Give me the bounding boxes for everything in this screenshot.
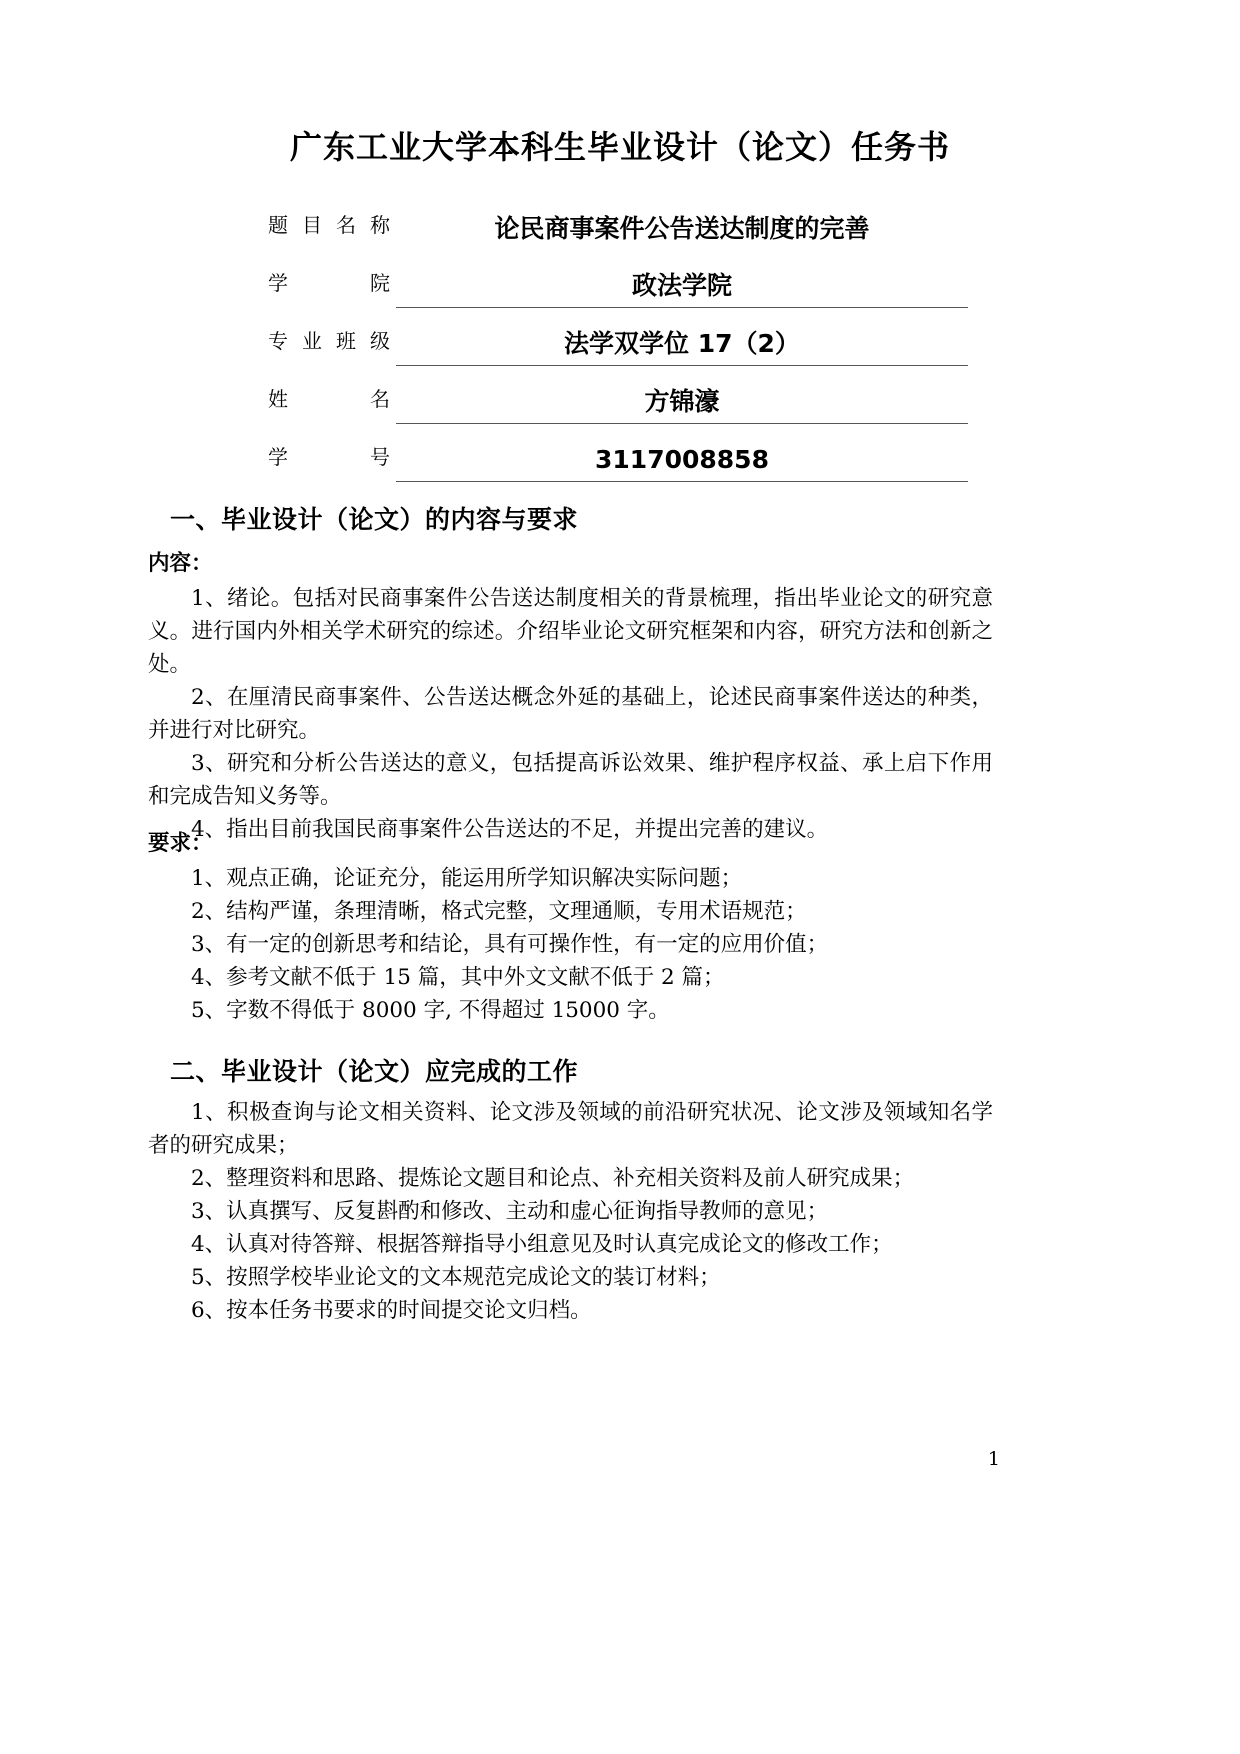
meta-label-class: 专业班级 [268, 329, 390, 353]
meta-value-college: 政法学院 [396, 272, 968, 309]
requirement-item: 3、有一定的创新思考和结论，具有可操作性，有一定的应用价值； [191, 932, 829, 957]
page-title: 广东工业大学本科生毕业设计（论文）任务书 [289, 128, 950, 166]
meta-value-name: 方锦濠 [396, 388, 968, 425]
meta-label-student-id: 学 号 [268, 445, 390, 469]
content-block [148, 548, 993, 846]
requirement-item: 4、参考文献不低于 15 篇，其中外文文献不低于 2 篇； [191, 965, 725, 990]
requirement-item: 5、字数不得低于 8000 字, 不得超过 15000 字。 [191, 998, 670, 1023]
work-block [148, 1096, 993, 1327]
work-item: 4、认真对待答辩、根据答辩指导小组意见及时认真完成论文的修改工作； [191, 1232, 893, 1257]
content-item: 2、在厘清民商事案件、公告送达概念外延的基础上，论述民商事案件送达的种类，并进行对比研究。 [148, 685, 993, 743]
requirements-label: 要求： [148, 831, 213, 856]
work-item: 6、按本任务书要求的时间提交论文归档。 [191, 1298, 592, 1323]
work-item: 3、认真撰写、反复斟酌和修改、主动和虚心征询指导教师的意见； [191, 1199, 829, 1224]
content-label: 内容： [148, 551, 213, 576]
meta-row-class [268, 308, 968, 366]
requirements-block [148, 828, 993, 1027]
section-heading-one: 一、毕业设计（论文）的内容与要求 [170, 505, 579, 534]
meta-value-title: 论民商事案件公告送达制度的完善 [494, 213, 870, 243]
meta-row-title [268, 192, 968, 250]
work-item: 1、积极查询与论文相关资料、论文涉及领域的前沿研究状况、论文涉及领域知名学者的研究成果； [148, 1100, 993, 1158]
meta-row-student-id [268, 424, 968, 482]
content-item: 3、研究和分析公告送达的意义，包括提高诉讼效果、维护程序权益、承上启下作用和完成告知义务等。 [148, 751, 993, 809]
meta-value-class: 法学双学位 17（2） [396, 330, 968, 367]
content-item: 1、绪论。包括对民商事案件公告送达制度相关的背景梳理，指出毕业论文的研究意义。进行国内外相关学术研究的综述。介绍毕业论文研究框架和内容，研究方法和创新之处。 [148, 586, 993, 677]
meta-value-student-id: 3117008858 [396, 446, 968, 483]
meta-row-name [268, 366, 968, 424]
meta-label-name: 姓 名 [268, 387, 390, 411]
requirement-item: 2、结构严谨，条理清晰，格式完整，文理通顺，专用术语规范； [191, 899, 807, 924]
requirement-item: 1、观点正确，论证充分，能运用所学知识解决实际问题； [191, 866, 743, 891]
page-number: 1 [987, 1448, 1000, 1470]
meta-label-title: 题目名称 [268, 213, 390, 237]
meta-row-college [268, 250, 968, 308]
meta-form [268, 192, 968, 482]
work-item: 5、按照学校毕业论文的文本规范完成论文的装订材料； [191, 1265, 721, 1290]
section-heading-two: 二、毕业设计（论文）应完成的工作 [170, 1057, 579, 1086]
meta-label-college: 学 院 [268, 271, 390, 295]
content-item: 4、指出目前我国民商事案件公告送达的不足，并提出完善的建议。 [191, 817, 829, 842]
work-item: 2、整理资料和思路、提炼论文题目和论点、补充相关资料及前人研究成果； [191, 1166, 915, 1191]
